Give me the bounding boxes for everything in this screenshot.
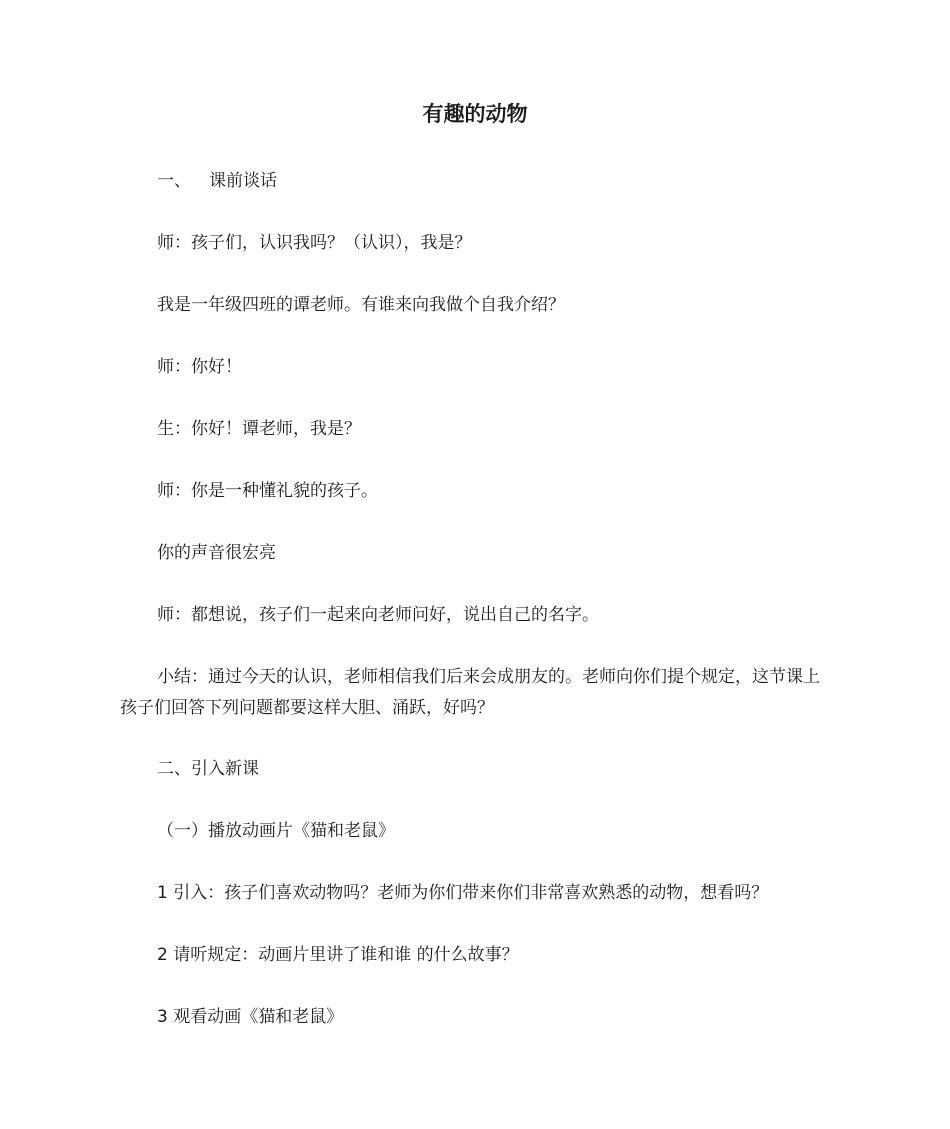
paragraph: 师：都想说，孩子们一起来向老师问好，说出自己的名字。 — [157, 605, 599, 625]
paragraph: 3 观看动画《猫和老鼠》 — [157, 1007, 344, 1027]
section-number: 一、 — [157, 171, 191, 191]
paragraph: 小结：通过今天的认识，老师相信我们后来会成朋友的。老师向你们提个规定，这节课上孩子们回答下列问题都要这样大胆、涌跃，好吗？ — [120, 667, 820, 718]
subsection-heading: （一）播放动画片《猫和老鼠》 — [157, 821, 395, 841]
section-heading — [120, 166, 836, 197]
paragraph: 师：你是一种懂礼貌的孩子。 — [157, 481, 378, 501]
paragraph: 生：你好！谭老师，我是？ — [157, 419, 361, 439]
document-title: 有趣的动物 — [422, 102, 528, 126]
paragraph: 1 引入：孩子们喜欢动物吗？老师为你们带来你们非常喜欢熟悉的动物，想看吗？ — [157, 883, 769, 903]
paragraph: 师：你好！ — [157, 357, 242, 377]
section-heading: 二、引入新课 — [157, 759, 259, 779]
paragraph: 2 请听规定：动画片里讲了谁和谁 的什么故事？ — [157, 945, 519, 965]
paragraph: 师：孩子们，认识我吗？（认识），我是？ — [157, 233, 472, 253]
paragraph: 你的声音很宏亮 — [157, 543, 276, 563]
paragraph: 我是一年级四班的谭老师。有谁来向我做个自我介绍？ — [157, 295, 565, 315]
section-heading-text: 课前谈话 — [209, 171, 277, 191]
